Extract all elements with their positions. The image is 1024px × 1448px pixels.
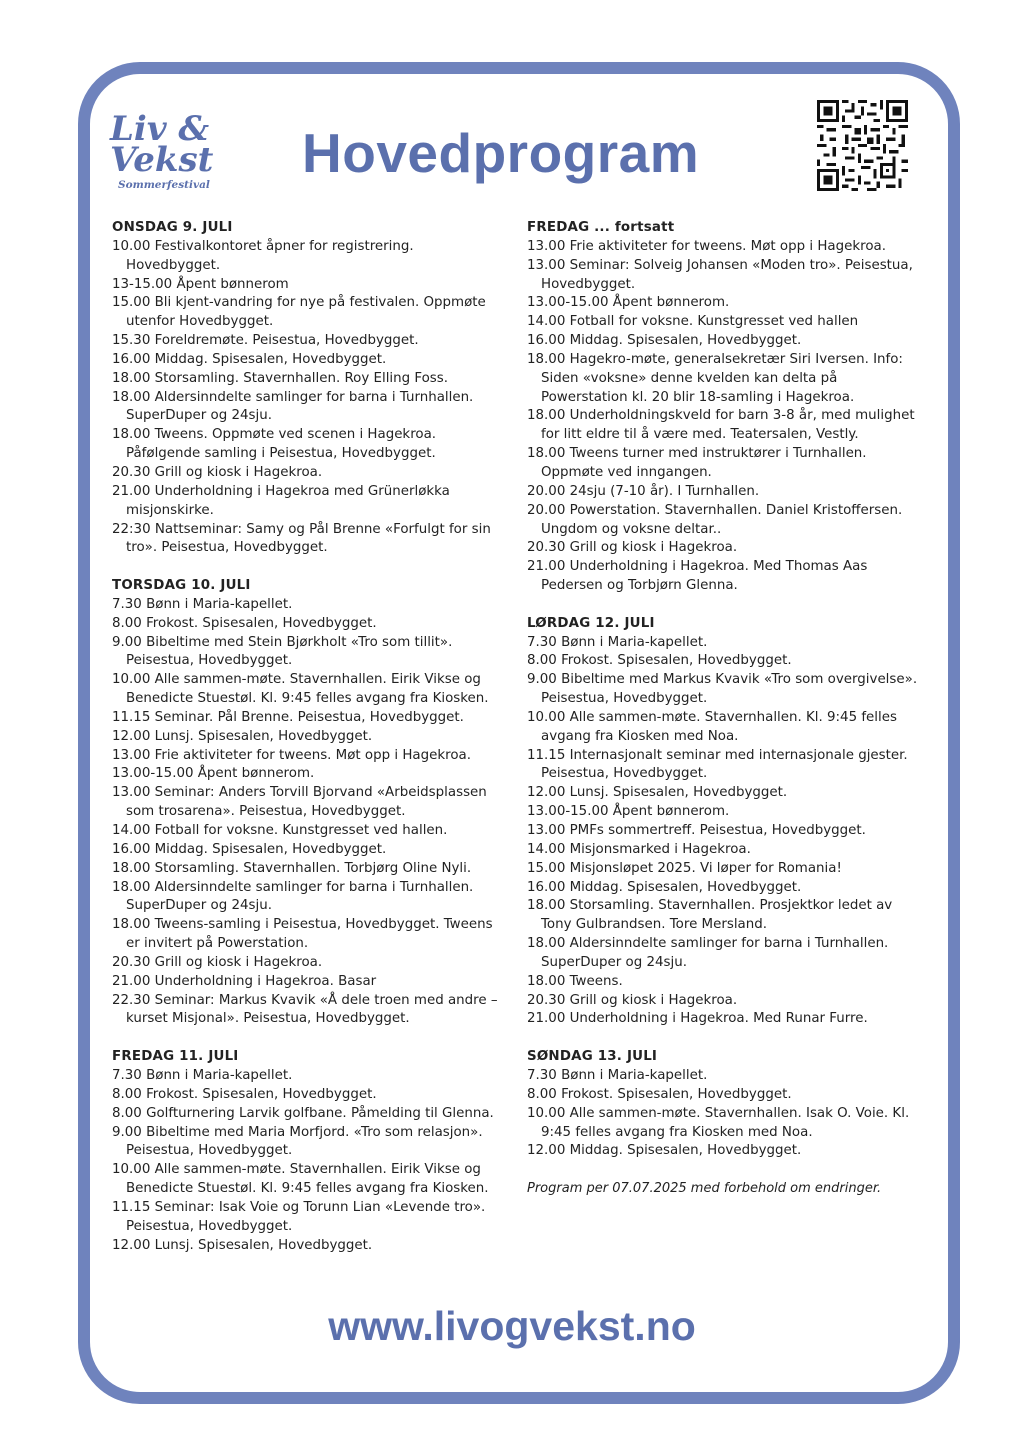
program-entry: 21.00 Underholdning i Hagekroa. Basar <box>112 973 377 989</box>
program-entry: 7.30 Bønn i Maria-kapellet. <box>527 1067 708 1083</box>
program-entry: 15.00 Misjonsløpet 2025. Vi løper for Romania! <box>527 860 842 876</box>
program-entry: 18.00 Hagekro-møte, generalsekretær Siri Iversen. Info: Siden «voksne» denne kvelden kan delta på Powerstation kl. 20 blir 18-samling i Hagekroa. <box>527 351 908 405</box>
program-entry: 16.00 Middag. Spisesalen, Hovedbygget. <box>112 841 387 857</box>
program-entry: 10.00 Festivalkontoret åpner for registrering. Hovedbygget. <box>112 238 418 273</box>
disclaimer-note: Program per 07.07.2025 med forbehold om endringer. <box>527 1181 882 1197</box>
program-entry: 18.00 Aldersinndelte samlinger for barna i Turnhallen. SuperDuper og 24sju. <box>112 879 478 914</box>
program-day <box>112 1048 502 1255</box>
program-day <box>112 219 502 558</box>
program-entry: 11.15 Seminar. Pål Brenne. Peisestua, Hovedbygget. <box>112 709 464 725</box>
program-entry: 21.00 Underholdning i Hagekroa. Med Thomas Aas Pedersen og Torbjørn Glenna. <box>527 559 872 594</box>
website-url[interactable]: www.livogvekst.no <box>328 1303 696 1349</box>
logo-line-1: Liv & <box>110 109 210 149</box>
program-entry: 7.30 Bønn i Maria-kapellet. <box>112 1067 293 1083</box>
program-entry: 8.00 Frokost. Spisesalen, Hovedbygget. <box>112 1086 377 1102</box>
program-entry: 18.00 Underholdningskveld for barn 3-8 år, med mulighet for litt eldre til å være med. Teatersalen, Vestly. <box>527 408 919 443</box>
program-entry: 13-15.00 Åpent bønnerom <box>112 276 289 292</box>
program-entry: 18.00 Storsamling. Stavernhallen. Torbjørg Oline Nyli. <box>112 860 472 876</box>
program-day <box>112 577 502 1029</box>
program-entry: 18.00 Tweens. Oppmøte ved scenen i Hagekroa. Påfølgende samling i Peisestua, Hovedbygget. <box>112 427 441 462</box>
program-entry: 15.30 Foreldremøte. Peisestua, Hovedbygget. <box>112 333 419 349</box>
program-entry: 18.00 Storsamling. Stavernhallen. Prosjektkor ledet av Tony Gulbrandsen. Tore Mersland. <box>527 898 897 933</box>
program-entry: 18.00 Tweens-samling i Peisestua, Hovedbygget. Tweens er invitert på Powerstation. <box>112 917 497 952</box>
program-entry: 7.30 Bønn i Maria-kapellet. <box>527 634 708 650</box>
program-entry: 11.15 Internasjonalt seminar med internasjonale gjester. Peisestua, Hovedbygget. <box>527 747 912 782</box>
program-entry: 14.00 Fotball for voksne. Kunstgresset ved hallen. <box>112 823 448 838</box>
program-entry: 21.00 Underholdning i Hagekroa med Grünerløkka misjonskirke. <box>112 483 455 518</box>
day-heading: FREDAG 11. JULI <box>112 1049 239 1065</box>
program-day <box>527 1048 922 1161</box>
program-right-column <box>527 219 922 1199</box>
program-entry: 8.00 Frokost. Spisesalen, Hovedbygget. <box>112 615 377 631</box>
program-entry: 20.30 Grill og kiosk i Hagekroa. <box>112 954 323 970</box>
program-entry: 10.00 Alle sammen-møte. Stavernhallen. Isak O. Voie. Kl. 9:45 felles avgang fra Kiosken med Noa. <box>527 1105 914 1140</box>
program-entry: 8.00 Frokost. Spisesalen, Hovedbygget. <box>527 1086 792 1102</box>
program-entry: 22.30 Seminar: Markus Kvavik «Å dele troen med andre – kurset Misjonal». Peisestua, Hovedbygget. <box>112 992 502 1027</box>
program-entry: 12.00 Lunsj. Spisesalen, Hovedbygget. <box>112 1237 373 1253</box>
program-day <box>527 219 922 596</box>
day-heading: FREDAG ... fortsatt <box>527 220 675 235</box>
program-entry: 20.00 Powerstation. Stavernhallen. Daniel Kristoffersen. Ungdom og voksne deltar.. <box>527 502 907 537</box>
program-entry: 13.00-15.00 Åpent bønnerom. <box>527 804 730 820</box>
program-entry: 9.00 Bibeltime med Maria Morfjord. «Tro som relasjon». Peisestua, Hovedbygget. <box>112 1124 487 1159</box>
program-entry: 10.00 Alle sammen-møte. Stavernhallen. Eirik Vikse og Benedicte Stuestøl. Kl. 9:45 felles avgang fra Kiosken. <box>112 672 489 707</box>
day-heading: ONSDAG 9. JULI <box>112 220 233 235</box>
page-title: Hovedprogram <box>302 122 700 184</box>
program-left-column <box>112 219 502 1274</box>
logo-line-2: Vekst <box>110 140 214 180</box>
program-entry: 14.00 Misjonsmarked i Hagekroa. <box>527 841 751 857</box>
program-entry: 11.15 Seminar: Isak Voie og Torunn Lian «Levende tro». Peisestua, Hovedbygget. <box>112 1199 490 1234</box>
program-entry: 18.00 Tweens turner med instruktører i Turnhallen. Oppmøte ved inngangen. <box>527 446 871 480</box>
day-heading: SØNDAG 13. JULI <box>527 1049 658 1065</box>
program-entry: 18.00 Aldersinndelte samlinger for barna i Turnhallen. SuperDuper og 24sju. <box>527 936 893 970</box>
day-heading: LØRDAG 12. JULI <box>527 615 655 631</box>
program-entry: 18.00 Storsamling. Stavernhallen. Roy Elling Foss. <box>112 370 449 386</box>
program-entry: 13.00 Seminar: Solveig Johansen «Moden tro». Peisestua, Hovedbygget. <box>527 257 918 292</box>
program-entry: 22:30 Nattseminar: Samy og Pål Brenne «Forfulgt for sin tro». Peisestua, Hovedbygget. <box>112 521 496 556</box>
program-entry: 13.00 PMFs sommertreff. Peisestua, Hovedbygget. <box>527 823 866 838</box>
program-entry: 9.00 Bibeltime med Markus Kvavik «Tro som overgivelse». Peisestua, Hovedbygget. <box>527 672 922 707</box>
qr-code-icon[interactable] <box>817 100 908 191</box>
program-entry: 12.00 Middag. Spisesalen, Hovedbygget. <box>527 1143 802 1159</box>
program-entry: 16.00 Middag. Spisesalen, Hovedbygget. <box>527 879 802 895</box>
program-entry: 10.00 Alle sammen-møte. Stavernhallen. Kl. 9:45 felles avgang fra Kiosken med Noa. <box>527 709 902 744</box>
program-entry: 13.00 Frie aktiviteter for tweens. Møt opp i Hagekroa. <box>112 747 471 763</box>
program-entry: 12.00 Lunsj. Spisesalen, Hovedbygget. <box>112 728 373 744</box>
day-heading: TORSDAG 10. JULI <box>112 578 251 594</box>
program-entry: 16.00 Middag. Spisesalen, Hovedbygget. <box>527 333 802 349</box>
program-entry: 21.00 Underholdning i Hagekroa. Med Runar Furre. <box>527 1011 868 1027</box>
program-entry: 9.00 Bibeltime med Stein Bjørkholt «Tro som tillit». Peisestua, Hovedbygget. <box>112 634 457 669</box>
program-entry: 13.00-15.00 Åpent bønnerom. <box>527 295 730 311</box>
program-entry: 20.00 24sju (7-10 år). I Turnhallen. <box>527 483 760 499</box>
program-entry: 16.00 Middag. Spisesalen, Hovedbygget. <box>112 351 387 367</box>
program-entry: 20.30 Grill og kiosk i Hagekroa. <box>527 992 738 1008</box>
program-entry: 13.00 Seminar: Anders Torvill Bjorvand «Arbeidsplassen som trosarena». Peisestua, Hovedbygget. <box>112 785 492 820</box>
program-entry: 10.00 Alle sammen-møte. Stavernhallen. Eirik Vikse og Benedicte Stuestøl. Kl. 9:45 felles avgang fra Kiosken. <box>112 1162 489 1197</box>
program-entry: 7.30 Bønn i Maria-kapellet. <box>112 596 293 612</box>
program-entry: 13.00 Frie aktiviteter for tweens. Møt opp i Hagekroa. <box>527 238 886 254</box>
program-entry: 8.00 Frokost. Spisesalen, Hovedbygget. <box>527 653 792 669</box>
program-entry: 18.00 Tweens. <box>527 973 623 989</box>
logo-line-3: Sommerfestival <box>118 179 210 191</box>
program-day <box>527 615 922 1030</box>
program-entry: 18.00 Aldersinndelte samlinger for barna i Turnhallen. SuperDuper og 24sju. <box>112 389 478 424</box>
festival-logo <box>108 107 273 192</box>
program-entry: 8.00 Golfturnering Larvik golfbane. Påmelding til Glenna. <box>112 1105 494 1121</box>
program-entry: 13.00-15.00 Åpent bønnerom. <box>112 766 315 782</box>
program-entry: 14.00 Fotball for voksne. Kunstgresset ved hallen <box>527 314 859 330</box>
program-entry: 12.00 Lunsj. Spisesalen, Hovedbygget. <box>527 785 788 801</box>
program-entry: 15.00 Bli kjent-vandring for nye på festivalen. Oppmøte utenfor Hovedbygget. <box>112 295 491 330</box>
program-entry: 20.30 Grill og kiosk i Hagekroa. <box>112 464 323 480</box>
program-entry: 20.30 Grill og kiosk i Hagekroa. <box>527 540 738 556</box>
